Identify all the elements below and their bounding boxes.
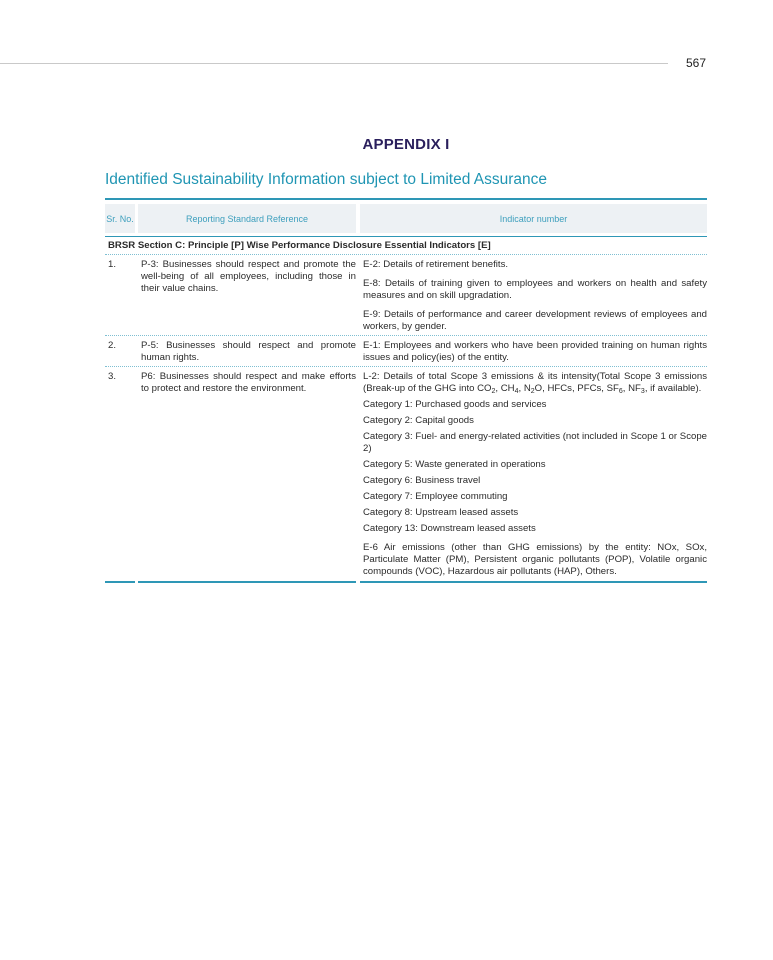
indicator-item: E-8: Details of training given to employees and workers on health and safety measures and on skill upgradation. bbox=[363, 278, 707, 301]
indicator-item-scope3: L-2: Details of total Scope 3 emissions & its intensity(Total Scope 3 emissions (Break-up of the GHG into $CO_2$, $CH_4$, $N_2O$, HFCs, PFCs, $SF_6$, $NF_3$, if available). bbox=[363, 371, 707, 395]
indicator-item: E-1: Employees and workers who have been provided training on human rights issues and policy(ies) of the entity. bbox=[363, 340, 707, 363]
indicator-item: Category 1: Purchased goods and services bbox=[363, 399, 547, 410]
column-header-reference: Reporting Standard Reference bbox=[138, 204, 356, 233]
row-reference: P-3: Businesses should respect and promote the well-being of all employees, including those in their value chains. bbox=[141, 259, 356, 294]
column-header-indicator: Indicator number bbox=[360, 204, 707, 233]
table-header bbox=[105, 204, 707, 233]
row-reference: P6: Businesses should respect and make efforts to protect and restore the environment. bbox=[141, 371, 356, 394]
row-indicators bbox=[360, 336, 707, 366]
indicator-item: Category 5: Waste generated in operations bbox=[363, 459, 546, 470]
table-row bbox=[105, 336, 707, 367]
bottom-rule bbox=[138, 581, 356, 583]
row-number: 2. bbox=[108, 340, 117, 351]
row-number: 1. bbox=[108, 259, 117, 270]
row-indicators bbox=[360, 367, 707, 580]
row-indicators bbox=[360, 255, 707, 335]
column-header-sr: Sr. No. bbox=[105, 204, 135, 233]
section-title: Identified Sustainability Information subject to Limited Assurance bbox=[105, 171, 547, 188]
indicator-item: Category 8: Upstream leased assets bbox=[363, 507, 519, 518]
indicator-item: Category 7: Employee commuting bbox=[363, 491, 508, 502]
indicator-item: Category 6: Business travel bbox=[363, 475, 481, 486]
indicator-item: E-9: Details of performance and career development reviews of employees and workers, by gender. bbox=[363, 309, 707, 332]
appendix-title: APPENDIX I bbox=[362, 136, 450, 153]
table-row bbox=[105, 367, 707, 580]
bottom-rule bbox=[105, 581, 135, 583]
table-top-rule bbox=[105, 198, 707, 200]
indicator-item: Category 3: Fuel- and energy-related activities (not included in Scope 1 or Scope 2) bbox=[363, 431, 707, 454]
assurance-table bbox=[105, 198, 707, 583]
page-number: 567 bbox=[686, 56, 707, 70]
section-row: BRSR Section C: Principle [P] Wise Performance Disclosure Essential Indicators [E] bbox=[105, 237, 707, 255]
indicator-item: E-2: Details of retirement benefits. bbox=[363, 259, 509, 270]
bottom-rule bbox=[360, 581, 707, 583]
row-number: 3. bbox=[108, 371, 117, 382]
row-reference: P-5: Businesses should respect and promote human rights. bbox=[141, 340, 356, 363]
table-bottom-rules bbox=[105, 581, 707, 583]
indicator-item: Category 2: Capital goods bbox=[363, 415, 474, 426]
indicator-item: E-6 Air emissions (other than GHG emissions) by the entity: NOx, SOx, Particulate Matter (PM), Persistent organic pollutants (POP), Volatile organic compounds (VOC), Hazardous air pollutants (HAP), Others. bbox=[363, 542, 707, 577]
header-rule bbox=[0, 63, 668, 64]
indicator-item: Category 13: Downstream leased assets bbox=[363, 523, 536, 534]
table-row bbox=[105, 255, 707, 336]
